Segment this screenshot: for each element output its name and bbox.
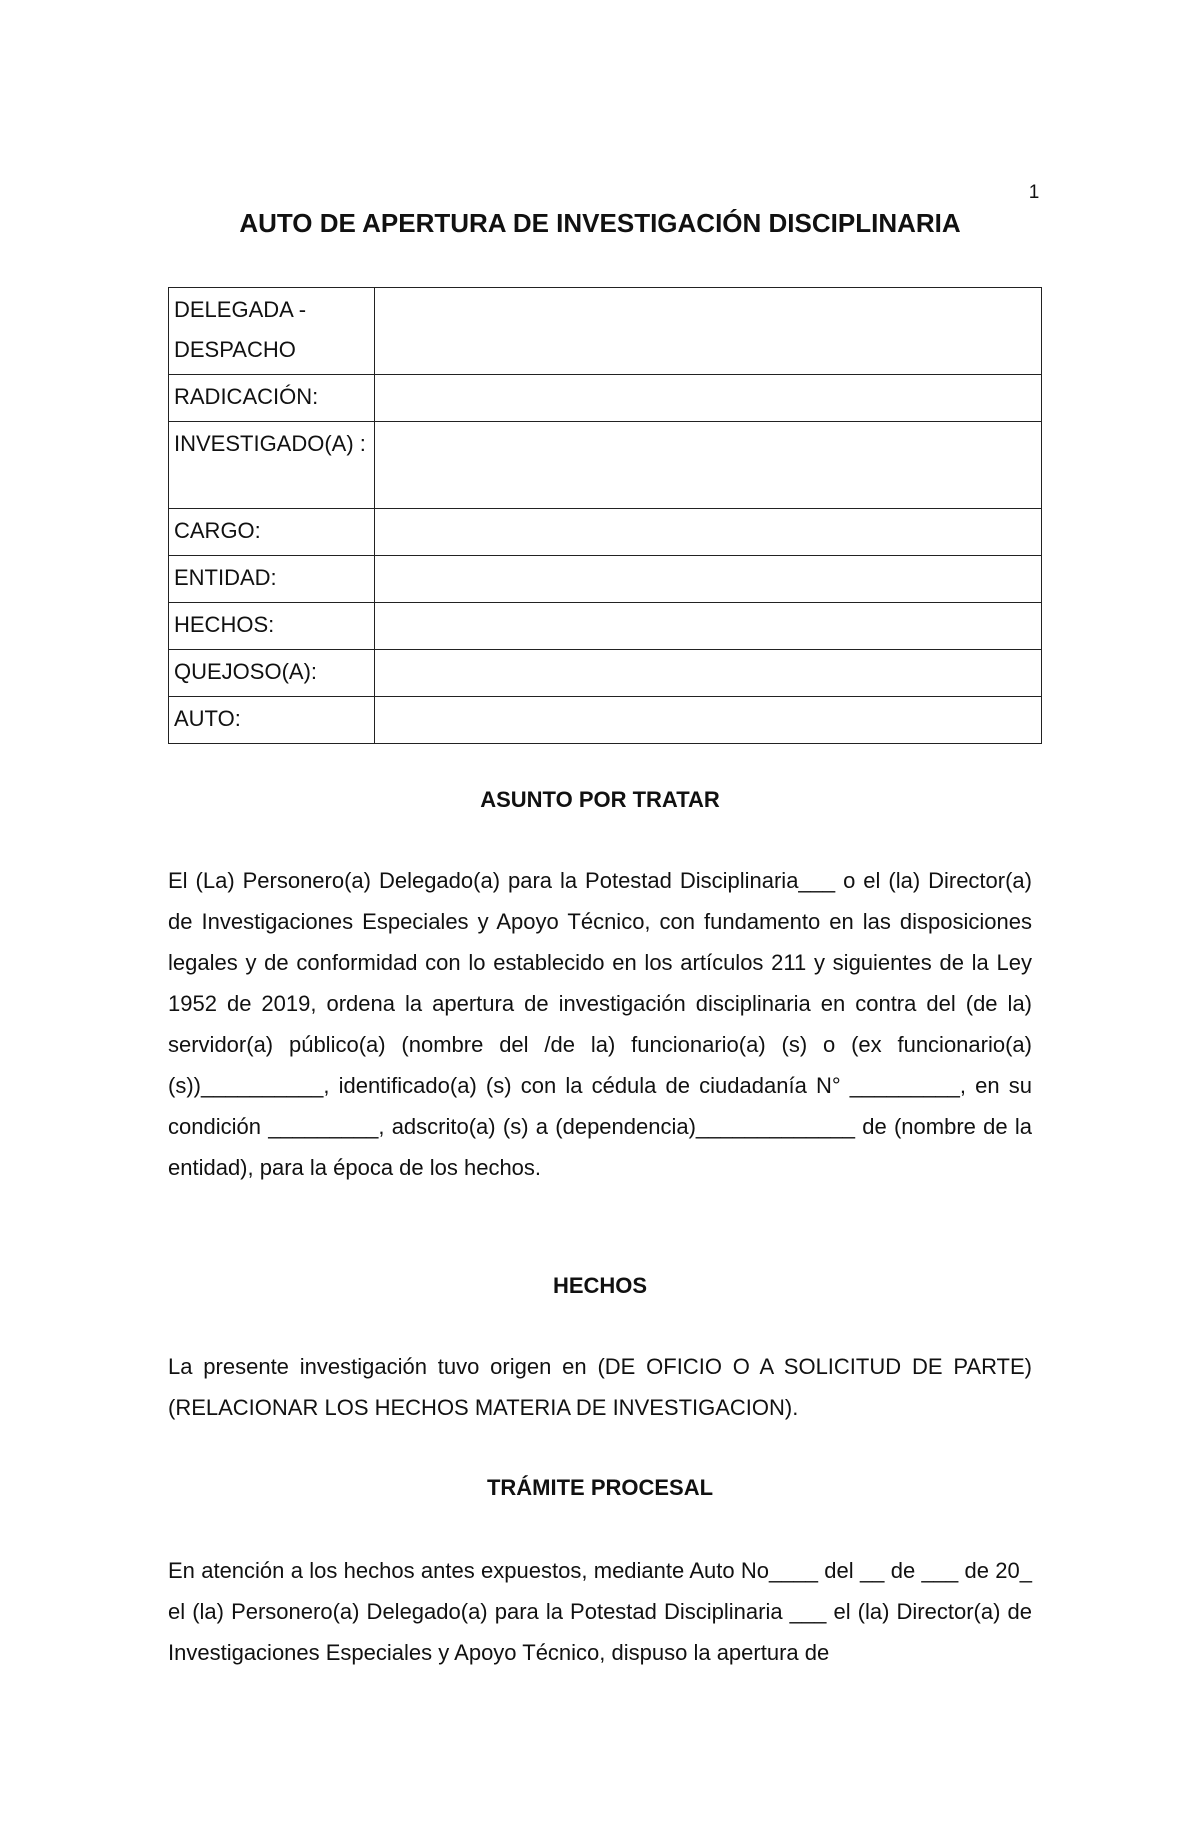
row-value-entidad xyxy=(375,556,1042,603)
section-paragraph-hechos: La presente investigación tuvo origen en (DE OFICIO O A SOLICITUD DE PARTE) (RELACIONAR LOS HECHOS MATERIA DE INVESTIGACION). xyxy=(168,1354,1032,1420)
document-title: AUTO DE APERTURA DE INVESTIGACIÓN DISCIPLINARIA xyxy=(239,208,961,238)
table-row xyxy=(169,375,1042,422)
table-row xyxy=(169,288,1042,375)
table-row xyxy=(169,697,1042,744)
section-heading-asunto: ASUNTO POR TRATAR xyxy=(480,787,720,812)
row-label-radicacion: RADICACIÓN: xyxy=(169,375,375,422)
section-paragraph-tramite: En atención a los hechos antes expuestos, mediante Auto No____ del __ de ___ de 20_ el (la) Personero(a) Delegado(a) para la Potestad Disciplinaria ___ el (la) Director(a) de Investigaciones Especiales y Apoyo Técnico, dispuso la apertura de xyxy=(168,1558,1032,1665)
row-label-hechos: HECHOS: xyxy=(169,603,375,650)
table-row xyxy=(169,603,1042,650)
row-label-quejoso: QUEJOSO(A): xyxy=(169,650,375,697)
row-label-entidad: ENTIDAD: xyxy=(169,556,375,603)
case-info-table xyxy=(168,287,1042,744)
row-value-auto xyxy=(375,697,1042,744)
row-label-investigado: INVESTIGADO(A) : xyxy=(169,422,375,509)
row-value-hechos xyxy=(375,603,1042,650)
table-row xyxy=(169,509,1042,556)
row-value-cargo xyxy=(375,509,1042,556)
table-row xyxy=(169,422,1042,509)
table-row xyxy=(169,650,1042,697)
section-paragraph-asunto: El (La) Personero(a) Delegado(a) para la Potestad Disciplinaria___ o el (la) Director(a) de Investigaciones Especiales y Apoyo Técnico, con fundamento en las disposiciones legales y de conformidad con lo establecido en los artículos 211 y siguientes de la Ley 1952 de 2019, ordena la apertura de investigación disciplinaria en contra del (de la) servidor(a) público(a) (nombre del /de la) funcionario(a) (s) o (ex funcionario(a) (s))__________, identificado(a) (s) con la cédula de ciudadanía N° _________, en su condición _________, adscrito(a) (s) a (dependencia)_____________ de (nombre de la entidad), para la época de los hechos. xyxy=(168,868,1032,1180)
page-number: 1 xyxy=(1028,182,1040,203)
section-heading-tramite: TRÁMITE PROCESAL xyxy=(486,1475,714,1500)
section-heading-hechos: HECHOS xyxy=(552,1273,648,1298)
row-value-delegada-despacho xyxy=(375,288,1042,375)
table-row xyxy=(169,556,1042,603)
row-label-auto: AUTO: xyxy=(169,697,375,744)
row-value-investigado xyxy=(375,422,1042,509)
row-label-delegada-despacho: DELEGADA - DESPACHO xyxy=(169,288,375,375)
row-value-radicacion xyxy=(375,375,1042,422)
row-label-cargo: CARGO: xyxy=(169,509,375,556)
row-value-quejoso xyxy=(375,650,1042,697)
